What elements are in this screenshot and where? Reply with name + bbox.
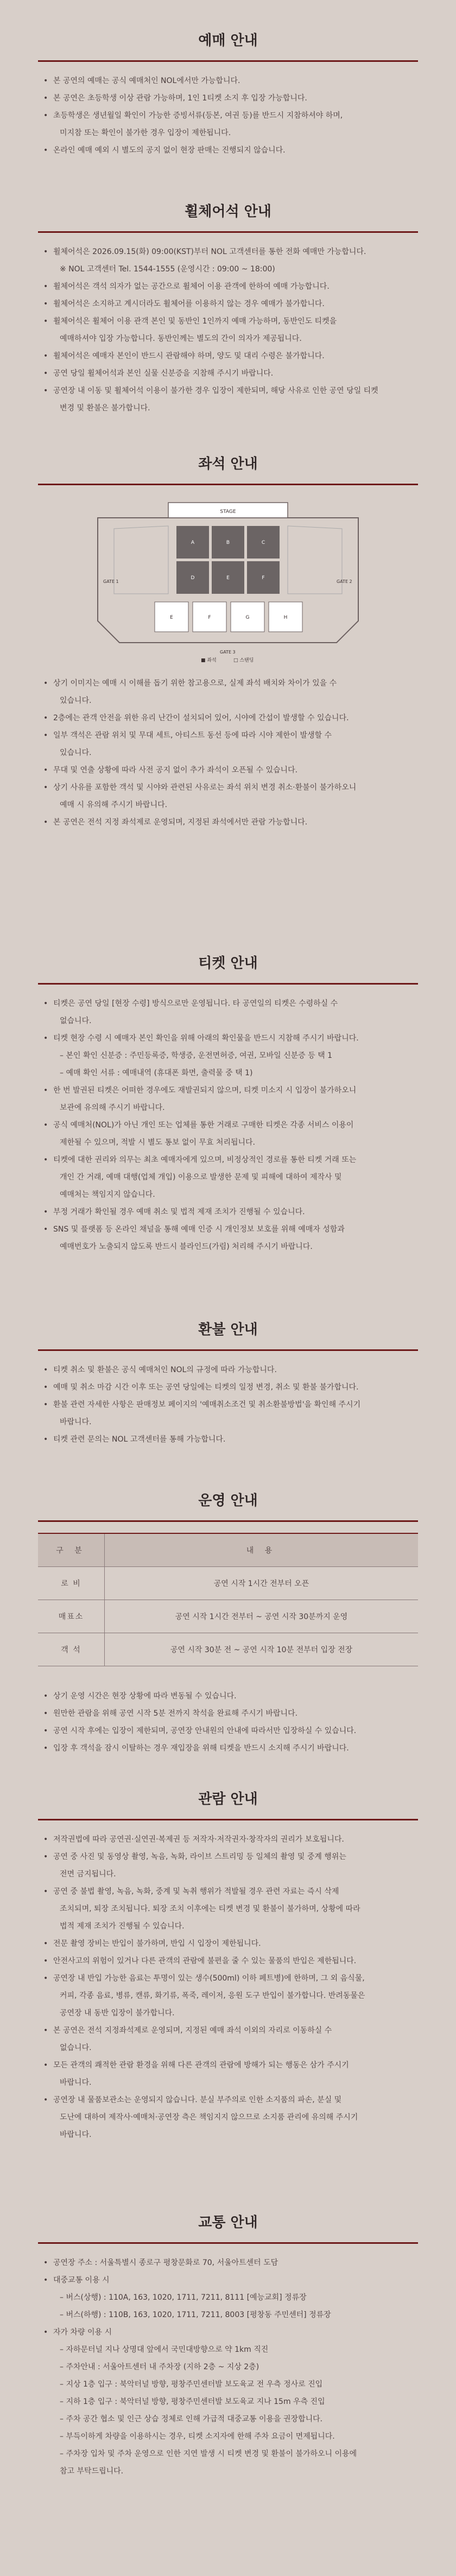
refund-list	[38, 1362, 418, 1448]
list-item: • 상기 사유를 포함한 객석 및 시야와 관련된 사유로는 좌석 위치 변경 취소·환불이 불가하오니	[43, 779, 413, 796]
block-label: G	[245, 615, 250, 620]
list-item: 바랍니다.	[60, 2078, 92, 2087]
divider	[38, 60, 418, 62]
table-cell: 객 석	[38, 1633, 105, 1666]
list-item: 없습니다.	[60, 1017, 92, 1025]
list-item: • 공식 예매처(NOL)가 아닌 개인 또는 업체를 통한 거래로 구매한 티켓은 각종 서비스 이용이	[43, 1117, 413, 1134]
divider	[38, 231, 418, 233]
table-header: 구 분	[38, 1533, 105, 1567]
list-item: • 상기 이미지는 예매 시 이해를 돕기 위한 참고용으로, 실제 좌석 배치와 차이가 있을 수	[43, 675, 413, 692]
block-label: E	[170, 615, 173, 620]
operation-list	[38, 1688, 418, 1757]
list-item: 참고 부탁드립니다.	[60, 2467, 124, 2476]
list-item: – 버스(하행) : 110B, 163, 1020, 1711, 7211, 8003 [평창동 주민센터] 정류장	[60, 2311, 331, 2319]
list-item: • 본 공연은 전석 지정좌석제로 운영되며, 지정된 예매 좌석 이외의 자리로 이동하실 수	[43, 2022, 413, 2039]
list-item: • 티켓에 대한 권리와 의무는 최초 예매자에게 있으며, 비정상적인 경로를 통한 티켓 거래 또는	[43, 1152, 413, 1169]
list-item: • 부정 거래가 확인될 경우 예매 취소 및 법적 제재 조치가 진행될 수 있습니다.	[43, 1204, 413, 1221]
booking-list	[38, 73, 418, 159]
list-item: • 온라인 예매 예외 시 별도의 공지 없이 현장 판매는 진행되지 않습니다.	[43, 142, 413, 159]
table-cell: 공연 시작 1시간 전부터 ~ 공연 시작 30분까지 운영	[105, 1600, 419, 1633]
table-cell: 공연 시작 1시간 전부터 오픈	[105, 1567, 419, 1600]
table-header-row	[38, 1533, 418, 1567]
booking-section	[0, 27, 456, 160]
list-item: 도난에 대하여 제작사·예매처·공연장 측은 책임지지 않으므로 소지품 관리에 유의해 주시기	[60, 2113, 358, 2122]
block-label: D	[191, 575, 195, 581]
side-area	[288, 526, 342, 594]
divider	[38, 1819, 418, 1820]
list-item: • 티켓 관련 문의는 NOL 고객센터를 통해 가능합니다.	[43, 1431, 413, 1448]
viewing-list	[38, 1831, 418, 2143]
section-title: 휠체어석 안내	[185, 204, 271, 220]
ticket-list	[38, 995, 418, 1255]
list-item: 전면 금지됩니다.	[60, 1870, 116, 1879]
list-item: • 모든 관객의 쾌적한 관람 환경을 위해 다른 관객의 관람에 방해가 되는 행동은 삼가 주시기	[43, 2057, 413, 2074]
list-item: • 한 번 발권된 티켓은 어떠한 경우에도 재발권되지 않으며, 티켓 미소지 시 입장이 불가하오니	[43, 1082, 413, 1099]
gate-label: GATE 3	[220, 650, 236, 655]
list-item: 예매 시 유의해 주시기 바랍니다.	[60, 801, 168, 809]
list-item: • 휠체어석은 예매자 본인이 반드시 관람해야 하며, 양도 및 대리 수령은 불가합니다.	[43, 348, 413, 365]
block-label: C	[261, 540, 265, 545]
list-item: • 무대 및 연출 상황에 따라 사전 공지 없이 추가 좌석이 오픈될 수 있습니다.	[43, 762, 413, 779]
block-label: E	[226, 575, 230, 581]
list-item: • 휠체어석은 객석 의자가 없는 공간으로 휠체어 이용 관객에 한하여 예매 가능합니다.	[43, 278, 413, 295]
list-item: • 본 공연은 전석 지정 좌석제로 운영되며, 지정된 좌석에서만 관람 가능합니다.	[43, 814, 413, 831]
list-item: 있습니다.	[60, 748, 92, 757]
list-item: • 초등학생은 생년월일 확인이 가능한 증빙서류(등본, 여권 등)를 반드시 지참하셔야 하며,	[43, 107, 413, 124]
table-row	[38, 1600, 418, 1633]
divider	[38, 983, 418, 985]
list-item: • 휠체어석은 2026.09.15(화) 09:00(KST)부터 NOL 고객센터를 통한 전화 예매만 가능합니다.	[43, 244, 413, 261]
list-item: – 지하 1층 입구 : 북악터널 방향, 평창주민센터발 보도육교 지나 15m 우측 진입	[60, 2397, 325, 2406]
list-item: 제한될 수 있으며, 적발 시 별도 통보 없이 무효 처리됩니다.	[60, 1138, 256, 1147]
list-item: – 부득이하게 차량을 이용하시는 경우, 티켓 소지자에 한해 주차 요금이 면제됩니다.	[60, 2432, 335, 2441]
list-item: 바랍니다.	[60, 1418, 92, 1426]
divider	[38, 2242, 418, 2244]
list-item: • 휠체어석은 소지하고 계시더라도 휠체어를 이용하지 않는 경우 예매가 불가합니다.	[43, 296, 413, 313]
list-item: 법적 제재 조치가 진행될 수 있습니다.	[60, 1922, 185, 1931]
list-item: 조치되며, 퇴장 조치됩니다. 퇴장 조치 이후에는 티켓 변경 및 환불이 불가하며, 상황에 따라	[60, 1905, 360, 1913]
list-item: • 안전사고의 위험이 있거나 다른 관객의 관람에 불편을 줄 수 있는 물품의 반입은 제한됩니다.	[43, 1953, 413, 1970]
list-item: • 일부 객석은 관람 위치 및 무대 세트, 아티스트 동선 등에 따라 시야 제한이 발생할 수	[43, 727, 413, 744]
transport-list	[38, 2255, 418, 2480]
wheelchair-list	[38, 244, 418, 417]
section-title: 교통 안내	[198, 2215, 258, 2231]
list-item: 개인 간 거래, 예매 대행(업체 개입) 이용으로 발생한 문제 및 피해에 대하여 제작사 및	[60, 1173, 342, 1182]
list-item: • 전문 촬영 장비는 반입이 불가하며, 반입 시 입장이 제한됩니다.	[43, 1936, 413, 1952]
viewing-section	[0, 1786, 456, 2144]
list-item: • 공연 중 불법 촬영, 녹음, 녹화, 중계 및 녹취 행위가 적발될 경우 관련 자료는 즉시 삭제	[43, 1883, 413, 1900]
block-label: A	[191, 540, 195, 545]
list-item: • 티켓 현장 수령 시 예매자 본인 확인을 위해 아래의 확인물을 반드시 지참해 주시기 바랍니다.	[43, 1030, 413, 1047]
list-item: • 공연 중 사진 및 동영상 촬영, 녹음, 녹화, 라이브 스트리밍 등 일체의 촬영 및 중계 행위는	[43, 1849, 413, 1866]
list-item: • 티켓 취소 및 환불은 공식 예매처인 NOL의 규정에 따라 가능합니다.	[43, 1362, 413, 1379]
section-title: 환불 안내	[198, 1322, 258, 1338]
list-item: 예매하셔야 입장 가능합니다. 동반인께는 별도의 간이 의자가 제공됩니다.	[60, 334, 302, 343]
list-item: 미지참 또는 확인이 불가한 경우 입장이 제한됩니다.	[60, 129, 231, 137]
list-item: – 예매 확인 서류 : 예매내역 (휴대폰 화면, 출력물 중 택 1)	[60, 1069, 253, 1077]
list-item: • 저작권법에 따라 공연권·실연권·복제권 등 저작자·저작권자·창작자의 권리가 보호됩니다.	[43, 1831, 413, 1848]
divider	[38, 1520, 418, 1522]
section-title: 관람 안내	[198, 1791, 258, 1807]
stage-label: STAGE	[220, 509, 236, 515]
list-item: – 주차장 입차 및 주차 운영으로 인한 지연 발생 시 티켓 변경 및 환불이 불가하오니 이용에	[60, 2450, 357, 2458]
list-item: • 공연장 내 반입 가능한 음료는 투명이 있는 생수(500ml) 이하 페트병)에 한하며, 그 외 음식물,	[43, 1970, 413, 1987]
list-item: • 예매 및 취소 마감 시간 이후 또는 공연 당일에는 티켓의 일정 변경, 취소 및 환불 불가합니다.	[43, 1379, 413, 1396]
seating-list	[38, 675, 418, 831]
list-item: • 티켓은 공연 당일 [현장 수령] 방식으로만 운영됩니다. 타 공연일의 티켓은 수령하실 수	[43, 995, 413, 1012]
list-item: – 주차 공간 협소 및 인근 상습 정체로 인해 가급적 대중교통 이용을 권장합니다.	[60, 2415, 323, 2423]
list-item: 예매번호가 노출되지 않도록 반드시 블라인드(가림) 처리해 주시기 바랍니다.	[60, 1242, 313, 1251]
list-item: • 입장 후 객석을 잠시 이탈하는 경우 재입장을 위해 티켓을 반드시 소지해 주시기 바랍니다.	[43, 1740, 413, 1757]
block-label: H	[283, 615, 288, 620]
seat-map	[81, 496, 375, 664]
list-item: 바랍니다.	[60, 2130, 92, 2139]
operation-section	[0, 1487, 456, 1757]
block-label: F	[262, 575, 265, 581]
section-title: 예매 안내	[198, 33, 258, 49]
table-cell: 로 비	[38, 1567, 105, 1600]
list-item: • 자가 차량 이용 시	[43, 2324, 413, 2341]
section-title: 좌석 안내	[198, 456, 258, 472]
divider	[38, 484, 418, 485]
list-item: • 공연장 주소 : 서울특별시 종로구 평창문화로 70, 서울아트센터 도담	[43, 2255, 413, 2272]
side-area	[114, 526, 168, 594]
list-item: • 상기 운영 시간은 현장 상황에 따라 변동될 수 있습니다.	[43, 1688, 413, 1705]
list-item: • 본 공연은 초등학생 이상 관람 가능하며, 1인 1티켓 소지 후 입장 가능합니다.	[43, 90, 413, 107]
list-item: • 환불 관련 자세한 사항은 판매정보 페이지의 '예매취소조건 및 취소환불방법'을 확인해 주시기	[43, 1397, 413, 1413]
list-item: • 공연장 내 물품보관소는 운영되지 않습니다. 분실 부주의로 인한 소지품의 파손, 분실 및	[43, 2092, 413, 2109]
list-item: – 자하문터널 지나 상명대 앞에서 국민대방향으로 약 1km 직진	[60, 2345, 269, 2354]
gate-label: GATE 2	[337, 579, 352, 584]
list-item: 공연장 내 동반 입장이 불가합니다.	[60, 2009, 175, 2017]
list-item: 커피, 각종 음료, 병류, 캔류, 화기류, 폭죽, 레이저, 응원 도구 반입이 불가합니다. 반려동물은	[60, 1991, 365, 2000]
table-row	[38, 1567, 418, 1600]
list-item: • SNS 및 플랫폼 등 온라인 채널을 통해 예매 인증 시 개인정보 보호를 위해 예매자 성함과	[43, 1221, 413, 1238]
list-item: ※ NOL 고객센터 Tel. 1544-1555 (운영시간 : 09:00 ~ 18:00)	[60, 265, 275, 274]
list-item: • 원만한 관람을 위해 공연 시작 5분 전까지 착석을 완료해 주시기 바랍니다.	[43, 1705, 413, 1722]
block-label: B	[226, 540, 230, 545]
refund-section	[0, 1316, 456, 1449]
divider	[38, 1349, 418, 1351]
table-header: 내 용	[105, 1533, 419, 1567]
list-item: 보관에 유의해 주시기 바랍니다.	[60, 1103, 165, 1112]
section-title: 운영 안내	[198, 1493, 258, 1509]
list-item: • 2층에는 관객 안전을 위한 유리 난간이 설치되어 있어, 시야에 간섭이 발생할 수 있습니다.	[43, 710, 413, 727]
legend-standing: □ 스탠딩	[233, 658, 254, 663]
transport-section	[0, 2209, 456, 2480]
wheelchair-section	[0, 198, 456, 417]
list-item: • 휠체어석은 휠체어 이용 관객 본인 및 동반인 1인까지 예매 가능하며, 동반인도 티켓을	[43, 313, 413, 330]
operation-table	[38, 1533, 418, 1666]
list-item: • 대중교통 이용 시	[43, 2272, 413, 2289]
list-item: 있습니다.	[60, 696, 92, 705]
list-item: • 공연장 내 이동 및 휠체어석 이용이 불가한 경우 입장이 제한되며, 해당 사유로 인한 공연 당일 티켓	[43, 383, 413, 399]
section-title: 티켓 안내	[198, 955, 258, 972]
list-item: 예매처는 책임지지 않습니다.	[60, 1190, 155, 1199]
list-item: – 버스(상행) : 110A, 163, 1020, 1711, 7211, 8111 [예능교회] 정류장	[60, 2293, 307, 2302]
list-item: – 지상 1층 입구 : 북악터널 방향, 평창주민센터발 보도육교 전 우측 정사로 진입	[60, 2380, 323, 2389]
list-item: • 공연 당일 휠체어석과 본인 실물 신분증을 지참해 주시기 바랍니다.	[43, 365, 413, 382]
block-label: F	[208, 615, 211, 620]
list-item: • 본 공연의 예매는 공식 예매처인 NOL에서만 가능합니다.	[43, 73, 413, 90]
legend-seat: ■ 좌석	[201, 658, 217, 663]
list-item: – 본인 확인 신분증 : 주민등록증, 학생증, 운전면허증, 여권, 모바일 신분증 등 택 1	[60, 1051, 332, 1060]
list-item: 변경 및 환불은 불가합니다.	[60, 404, 150, 413]
list-item: • 공연 시작 후에는 입장이 제한되며, 공연장 안내원의 안내에 따라서만 입장하실 수 있습니다.	[43, 1723, 413, 1740]
table-row	[38, 1633, 418, 1666]
ticket-section	[0, 950, 456, 1256]
table-cell: 매표소	[38, 1600, 105, 1633]
list-item: 없습니다.	[60, 2044, 92, 2052]
table-cell: 공연 시작 30분 전 ~ 공연 시작 10분 전부터 입장 전장	[105, 1633, 419, 1666]
list-item: – 주차안내 : 서울아트센터 내 주차장 (지하 2층 ~ 지상 2층)	[60, 2363, 259, 2371]
seating-section	[0, 451, 456, 832]
gate-label: GATE 1	[103, 579, 119, 584]
